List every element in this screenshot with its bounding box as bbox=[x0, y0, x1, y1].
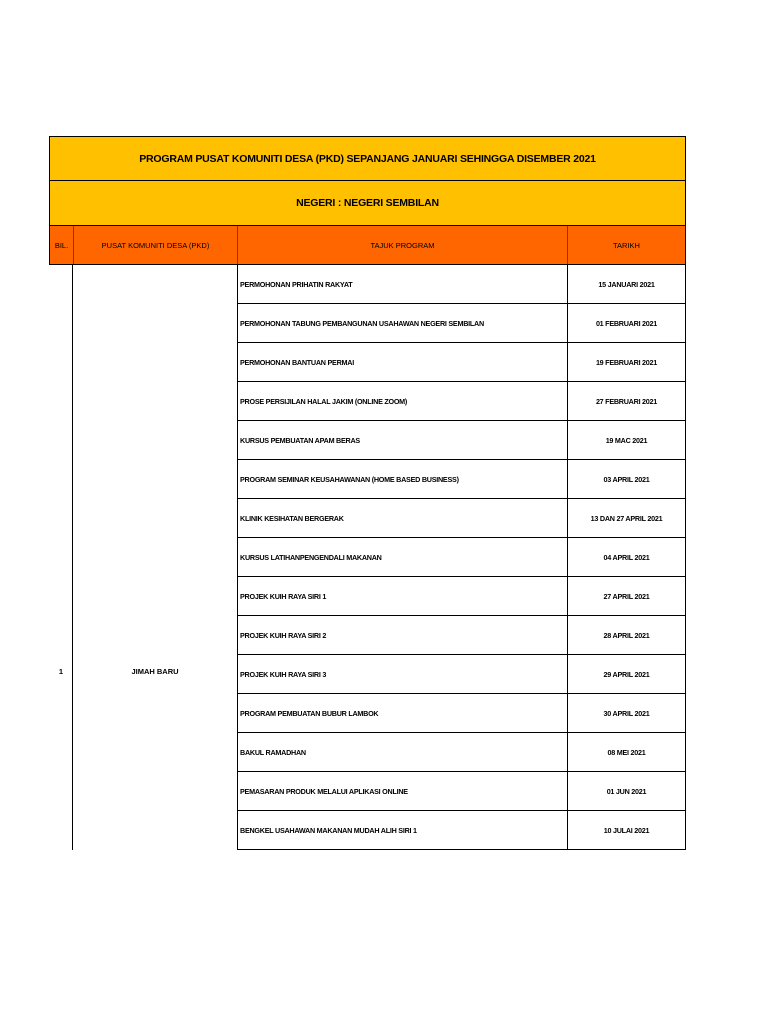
table-row bbox=[238, 655, 685, 694]
state-row bbox=[49, 181, 686, 226]
header-pkd: PUSAT KOMUNITI DESA (PKD) bbox=[74, 226, 238, 264]
program-sheet bbox=[49, 136, 686, 850]
program-title-cell: KURSUS LATIHANPENGENDALI MAKANAN bbox=[238, 538, 568, 576]
program-title-cell: KLINIK KESIHATAN BERGERAK bbox=[238, 499, 568, 537]
program-title-cell: PROGRAM PEMBUATAN BUBUR LAMBOK bbox=[238, 694, 568, 732]
program-title-cell: PROSE PERSIJILAN HALAL JAKIM (ONLINE ZOOM) bbox=[238, 382, 568, 420]
program-date-cell: 04 APRIL 2021 bbox=[603, 552, 650, 562]
program-date-cell: 19 MAC 2021 bbox=[605, 435, 648, 445]
program-title-cell: PROJEK KUIH RAYA SIRI 1 bbox=[238, 577, 568, 615]
program-title-cell: KURSUS PEMBUATAN APAM BERAS bbox=[238, 421, 568, 459]
program-date-cell: 13 DAN 27 APRIL 2021 bbox=[590, 513, 663, 523]
program-title-cell: PROJEK KUIH RAYA SIRI 2 bbox=[238, 616, 568, 654]
page-title: PROGRAM PUSAT KOMUNITI DESA (PKD) SEPANJANG JANUARI SEHINGGA DISEMBER 2021 bbox=[139, 152, 596, 165]
state-label: NEGERI : NEGERI SEMBILAN bbox=[296, 197, 439, 209]
table-row bbox=[238, 343, 685, 382]
title-row bbox=[49, 136, 686, 181]
program-title-cell: PERMOHONAN TABUNG PEMBANGUNAN USAHAWAN NEGERI SEMBILAN bbox=[238, 304, 568, 342]
table-row bbox=[238, 421, 685, 460]
program-date-cell: 27 APRIL 2021 bbox=[603, 591, 650, 601]
program-title-cell: PEMASARAN PRODUK MELALUI APLIKASI ONLINE bbox=[238, 772, 568, 810]
table-row bbox=[238, 538, 685, 577]
program-date-cell: 19 FEBRUARI 2021 bbox=[595, 357, 658, 367]
table-row bbox=[238, 694, 685, 733]
table-row bbox=[238, 733, 685, 772]
table-row bbox=[238, 811, 685, 850]
program-date-cell: 29 APRIL 2021 bbox=[603, 669, 650, 679]
table-row bbox=[238, 772, 685, 811]
program-date-cell: 01 FEBRUARI 2021 bbox=[595, 318, 658, 328]
merged-cells bbox=[49, 265, 237, 850]
program-title-cell: BENGKEL USAHAWAN MAKANAN MUDAH ALIH SIRI 1 bbox=[238, 811, 568, 849]
program-date-cell: 27 FEBRUARI 2021 bbox=[595, 396, 658, 406]
table-body bbox=[49, 265, 686, 850]
table-row bbox=[238, 304, 685, 343]
table-row bbox=[238, 616, 685, 655]
program-date-cell: 28 APRIL 2021 bbox=[603, 630, 650, 640]
program-date-cell: 30 APRIL 2021 bbox=[603, 708, 650, 718]
header-tajuk: TAJUK PROGRAM bbox=[238, 226, 568, 264]
header-tarikh: TARIKH bbox=[613, 240, 640, 250]
program-date-cell: 08 MEI 2021 bbox=[607, 747, 646, 757]
program-title-cell: PERMOHONAN BANTUAN PERMAI bbox=[238, 343, 568, 381]
table-header bbox=[49, 226, 686, 265]
program-title-cell: PROGRAM SEMINAR KEUSAHAWANAN (HOME BASED BUSINESS) bbox=[238, 460, 568, 498]
table-row bbox=[238, 577, 685, 616]
column-divider bbox=[72, 265, 73, 850]
program-date-cell: 03 APRIL 2021 bbox=[603, 474, 650, 484]
program-list bbox=[237, 265, 686, 850]
program-title-cell: BAKUL RAMADHAN bbox=[238, 733, 568, 771]
table-row bbox=[238, 499, 685, 538]
header-bil: BIL. bbox=[50, 226, 74, 264]
program-title-cell: PERMOHONAN PRIHATIN RAKYAT bbox=[238, 265, 568, 303]
entry-pkd: JIMAH BARU bbox=[131, 667, 179, 676]
program-title-cell: PROJEK KUIH RAYA SIRI 3 bbox=[238, 655, 568, 693]
table-row bbox=[238, 265, 685, 304]
table-row bbox=[238, 460, 685, 499]
table-row bbox=[238, 382, 685, 421]
program-date-cell: 01 JUN 2021 bbox=[606, 786, 647, 796]
entry-bil: 1 bbox=[58, 667, 64, 676]
program-date-cell: 15 JANUARI 2021 bbox=[598, 279, 655, 289]
program-date-cell: 10 JULAI 2021 bbox=[603, 825, 650, 835]
